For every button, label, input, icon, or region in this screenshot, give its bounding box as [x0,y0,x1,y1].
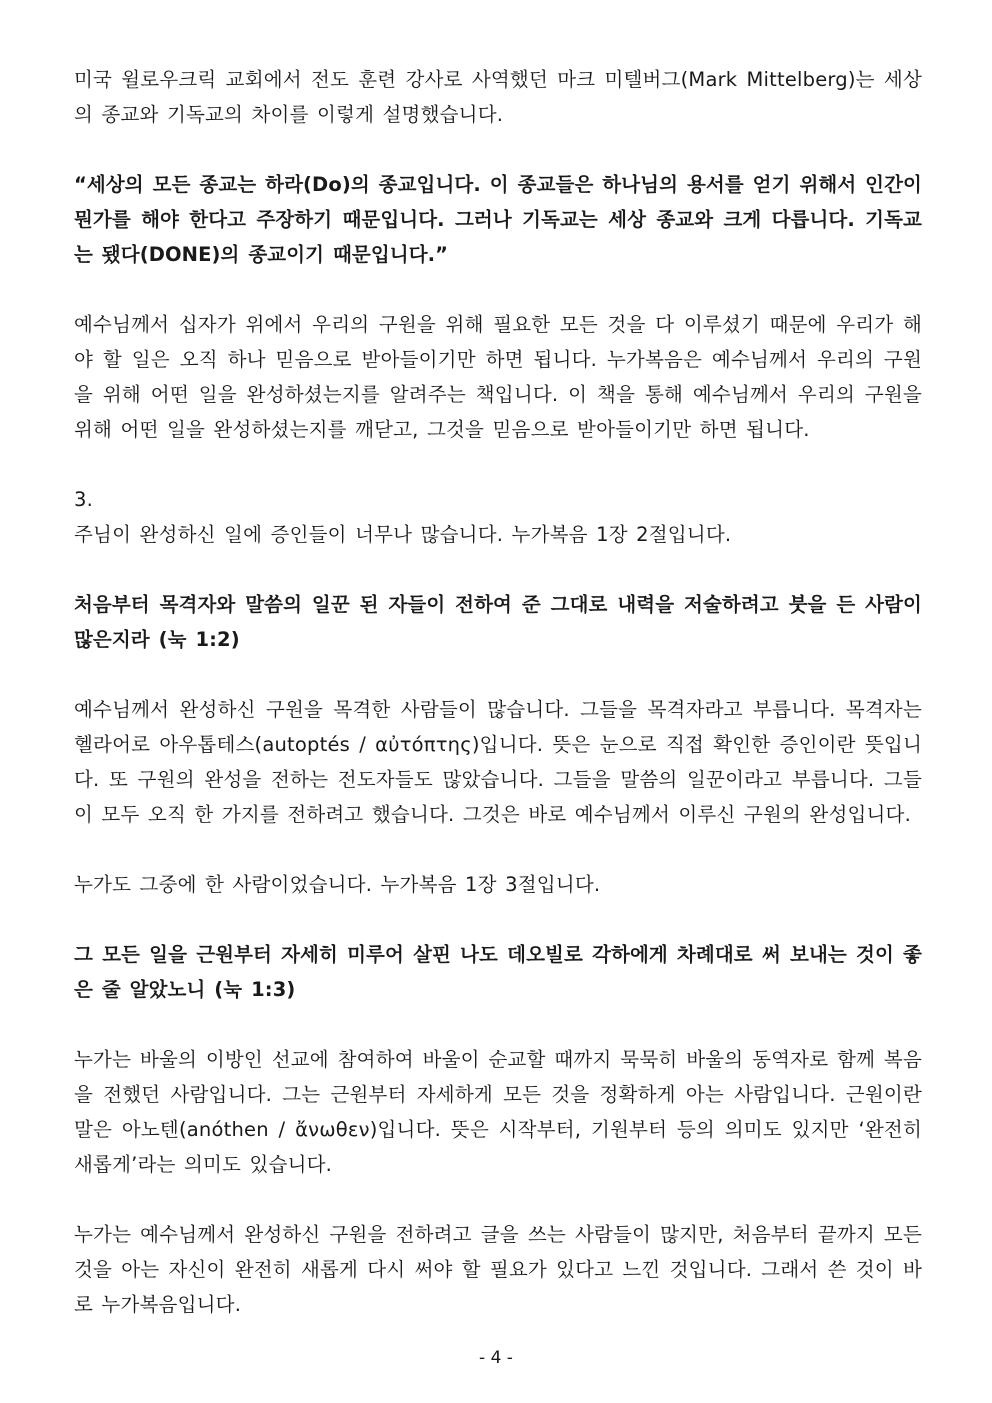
quote-mittelberg: “세상의 모든 종교는 하라(Do)의 종교입니다. 이 종교들은 하나님의 용서를 얻기 위해서 인간이 뭔가를 해야 한다고 주장하기 때문입니다. 그러나 기독교는 세상 종교와 크게 다릅니다. 기독교는 됐다(DONE)의 종교이기 때문입니다.” [74,173,922,266]
paragraph-gap [74,902,922,937]
paragraph-luke-purpose: 누가는 예수님께서 완성하신 구원을 전하려고 글을 쓰는 사람들이 많지만, 처음부터 끝까지 모든 것을 아는 자신이 완전히 새롭게 다시 써야 할 필요가 있다고 느낀 것입니다. 그래서 쓴 것이 바로 누가복음입니다. [74,1223,922,1316]
paragraph-witnesses-intro: 주님이 완성하신 일에 증인들이 너무나 많습니다. 누가복음 1장 2절입니다. [74,523,732,546]
page-number: - 4 - [479,1348,513,1368]
paragraph-gap [74,552,922,587]
document-body [74,62,922,1322]
paragraph-gap [74,832,922,867]
scripture-luke-1-3: 그 모든 일을 근원부터 자세히 미루어 살핀 나도 데오빌로 각하에게 차례대로 써 보내는 것이 좋은 줄 알았노니 (눅 1:3) [74,943,922,1001]
paragraph-intro: 미국 윌로우크릭 교회에서 전도 훈련 강사로 사역했던 마크 미텔버그(Mark Mittelberg)는 세상의 종교와 기독교의 차이를 이렇게 설명했습니다. [74,68,922,126]
paragraph-eyewitnesses: 예수님께서 완성하신 구원을 목격한 사람들이 많습니다. 그들을 목격자라고 부릅니다. 목격자는 헬라어로 아우톱테스(autoptés / αὐτόπτης)입니다. 뜻은 눈으로 직접 확인한 증인이란 뜻입니다. 또 구원의 완성을 전하는 전도자들도 많았습니다. 그들을 말씀의 일꾼이라고 부릅니다. 그들이 모두 오직 한 가지를 전하려고 했습니다. 그것은 바로 예수님께서 이루신 구원의 완성입니다. [74,698,922,826]
paragraph-gap [74,1182,922,1217]
paragraph-salvation: 예수님께서 십자가 위에서 우리의 구원을 위해 필요한 모든 것을 다 이루셨기 때문에 우리가 해야 할 일은 오직 하나 믿음으로 받아들이기만 하면 됩니다. 누가복음은 예수님께서 우리의 구원을 위해 어떤 일을 완성하셨는지를 알려주는 책입니다. 이 책을 통해 예수님께서 우리의 구원을 위해 어떤 일을 완성하셨는지를 깨닫고, 그것을 믿음으로 받아들이기만 하면 됩니다. [74,313,922,441]
section-number: 3. [74,488,94,511]
paragraph-luke-intro: 누가도 그중에 한 사람이었습니다. 누가복음 1장 3절입니다. [74,873,601,896]
scripture-luke-1-2: 처음부터 목격자와 말씀의 일꾼 된 자들이 전하여 준 그대로 내력을 저술하려고 붓을 든 사람이 많은지라 (눅 1:2) [74,593,922,651]
paragraph-gap [74,1007,922,1042]
paragraph-gap [74,132,922,167]
paragraph-gap [74,272,922,307]
paragraph-gap [74,657,922,692]
paragraph-gap [74,447,922,482]
paragraph-luke-companion: 누가는 바울의 이방인 선교에 참여하여 바울이 순교할 때까지 묵묵히 바울의 동역자로 함께 복음을 전했던 사람입니다. 그는 근원부터 자세하게 모든 것을 정확하게 아는 사람입니다. 근원이란 말은 아노텐(anóthen / ἄνωθεν)입니다. 뜻은 시작부터, 기원부터 등의 의미도 있지만 ‘완전히 새롭게’라는 의미도 있습니다. [74,1048,922,1176]
